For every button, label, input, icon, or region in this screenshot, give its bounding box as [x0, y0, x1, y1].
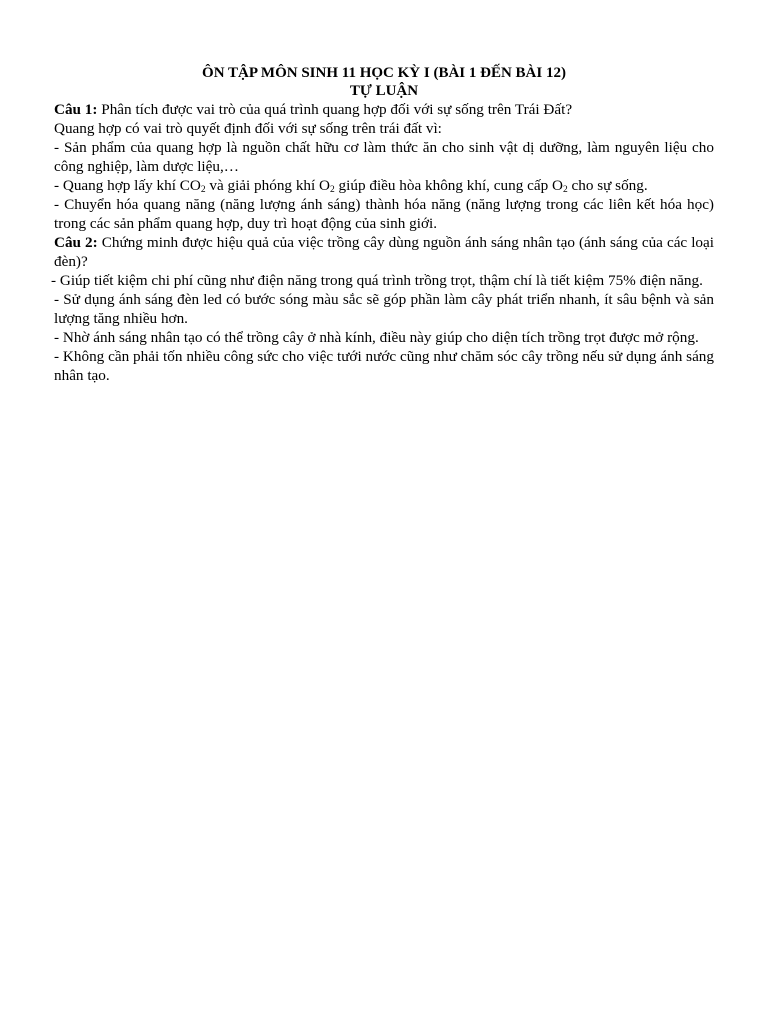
document-subtitle: TỰ LUẬN [349, 83, 419, 99]
question-2-text: Chứng minh được hiệu quả của việc trồng cây dùng nguồn ánh sáng nhân tạo (ánh sáng của các loại đèn)? [54, 234, 714, 270]
answer-2-bullet-3: - Nhờ ánh sáng nhân tạo có thể trồng cây ở nhà kính, điều này giúp cho diện tích trồng trọt được mở rộng. [54, 329, 699, 346]
answer-1-bullet-3: - Chuyển hóa quang năng (năng lượng ánh sáng) thành hóa năng (năng lượng trong các liên kết hóa học) trong các sản phẩm quang hợp, duy trì hoạt động của sinh giới. [54, 196, 714, 232]
o2-subscript-2: 2 [562, 185, 568, 195]
bullet-2-part-b: và giải phóng khí O [205, 177, 330, 194]
question-1-text: Phân tích được vai trò của quá trình quang hợp đối với sự sống trên Trái Đất? [97, 101, 573, 118]
question-2-label: Câu 2: [54, 234, 98, 251]
question-2 [54, 233, 714, 271]
o2-subscript: 2 [330, 185, 335, 195]
bullet-2-part-a: - Quang hợp lấy khí CO [54, 177, 201, 194]
answer-1-intro: Quang hợp có vai trò quyết định đối với sự sống trên trái đất vì: [54, 120, 442, 137]
answer-2-bullet-1: - Giúp tiết kiệm chi phí cũng như điện năng trong quá trình trồng trọt, thậm chí là tiết kiệm 75% điện năng. [51, 272, 703, 289]
document-page [51, 64, 714, 385]
document-title: ÔN TẬP MÔN SINH 11 HỌC KỲ I (BÀI 1 ĐẾN BÀI 12) [202, 65, 566, 81]
answer-1-bullet-2 [54, 176, 714, 195]
question-1-label: Câu 1: [54, 101, 98, 118]
bullet-2-part-d: cho sự sống. [567, 177, 648, 194]
question-1 [54, 100, 714, 119]
answer-2-bullet-2: - Sử dụng ánh sáng đèn led có bước sóng màu sắc sẽ góp phần làm cây phát triển nhanh, ít sâu bệnh và sản lượng tăng nhiều hơn. [54, 291, 714, 327]
answer-2-bullet-4: - Không cần phải tốn nhiều công sức cho việc tưới nước cũng như chăm sóc cây trồng nếu sử dụng ánh sáng nhân tạo. [54, 348, 714, 384]
co2-subscript: 2 [200, 185, 206, 195]
answer-1-bullet-1: - Sản phẩm của quang hợp là nguồn chất hữu cơ làm thức ăn cho sinh vật dị dưỡng, làm nguyên liệu cho công nghiệp, làm dược liệu,… [54, 139, 714, 175]
bullet-2-part-c: giúp điều hòa không khí, cung cấp O [334, 177, 563, 194]
